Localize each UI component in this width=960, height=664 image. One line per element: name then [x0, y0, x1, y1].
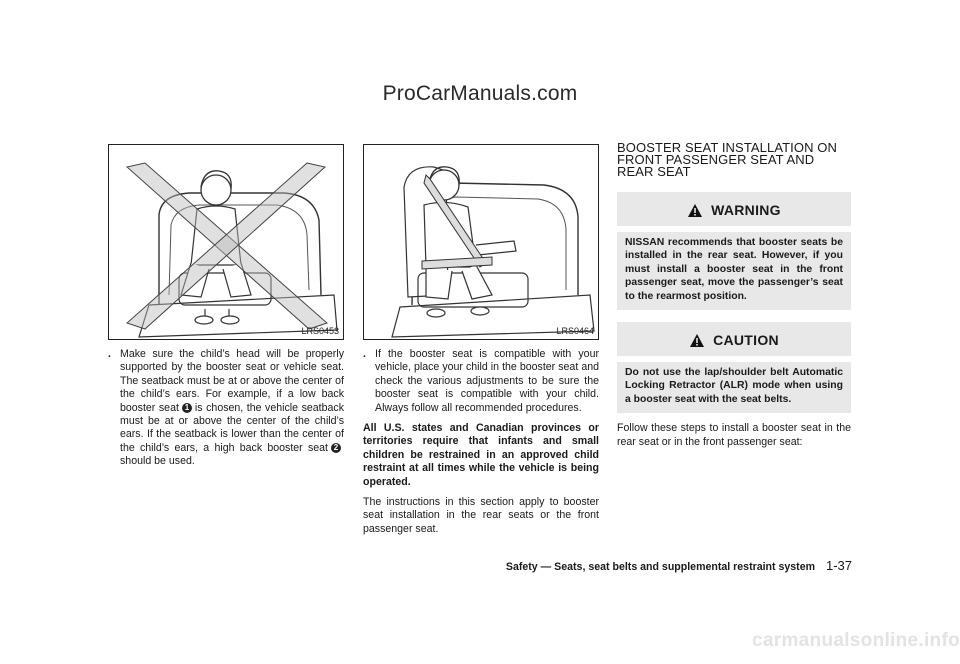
steps-intro-paragraph: Follow these steps to install a booster seat in the rear seat or in the front passenger seat:	[617, 422, 851, 448]
page-number: 1-37	[825, 558, 852, 573]
section-title: BOOSTER SEAT INSTALLATION ON FRONT PASSENGER SEAT AND REAR SEAT	[617, 140, 837, 179]
caution-box	[617, 322, 851, 413]
bullet-head-support	[108, 348, 344, 469]
bullet-text: Make sure the child’s head will be properly supported by the booster seat or vehicle seat. The seatback must be at or above the center of the child’s ears. For example, if a low back booster seat 1 is chosen, the vehicle seatback must be at or above the center of the child’s ears. If the seatback is lower than the center of the child’s ears, a high back booster seat 2should be used.	[120, 348, 344, 468]
caution-triangle-icon	[689, 333, 705, 348]
instructions-scope-paragraph: The instructions in this section apply to booster seat installation in the rear seats or the front passenger seat.	[363, 496, 599, 535]
illustration-child-booster-crossed	[109, 145, 344, 340]
bullet-marker: .	[363, 348, 366, 360]
column-1	[108, 144, 344, 469]
warning-heading: WARNING	[625, 198, 843, 222]
illustration-child-booster-belted	[364, 145, 599, 340]
ref-2-icon: 2	[331, 443, 341, 453]
caution-divider	[617, 356, 851, 362]
column-3	[617, 140, 851, 449]
footer-section-title: Safety — Seats, seat belts and supplemental restraint system	[505, 561, 816, 573]
legal-requirement-paragraph: All U.S. states and Canadian provinces or territories require that infants and small children be restrained in an approved child restraint at all times while the vehicle is being operated.	[363, 422, 599, 488]
ref-1-icon: 1	[182, 403, 192, 413]
figure-code: LRS0453	[301, 326, 339, 336]
watermark-top: ProCarManuals.com	[382, 82, 578, 105]
column-2	[363, 144, 599, 536]
warning-body: NISSAN recommends that booster seats be installed in the rear seat. However, if you must install a booster seat in the front passenger seat, move the passenger’s seat to the rearmost position.	[625, 237, 843, 302]
warning-divider	[617, 226, 851, 232]
bullet-text: If the booster seat is compatible with your vehicle, place your child in the booster seat and check the various adjustments to be sure the booster seat is compatible with your child. Always follow all recommended procedures.	[375, 348, 599, 414]
bullet-compatibility	[363, 348, 599, 415]
caution-body: Do not use the lap/shoulder belt Automatic Locking Retractor (ALR) mode when using a booster seat with the seat belts.	[625, 367, 843, 405]
page-footer	[492, 558, 852, 573]
bullet-marker: .	[108, 348, 111, 360]
watermark-bottom: carmanualsonline.info	[752, 630, 960, 651]
figure-correct-booster	[363, 144, 599, 340]
warning-box	[617, 192, 851, 310]
warning-triangle-icon	[687, 203, 703, 218]
figure-code: LRS0464	[556, 326, 594, 336]
figure-incorrect-booster	[108, 144, 344, 340]
caution-heading: CAUTION	[625, 328, 843, 352]
